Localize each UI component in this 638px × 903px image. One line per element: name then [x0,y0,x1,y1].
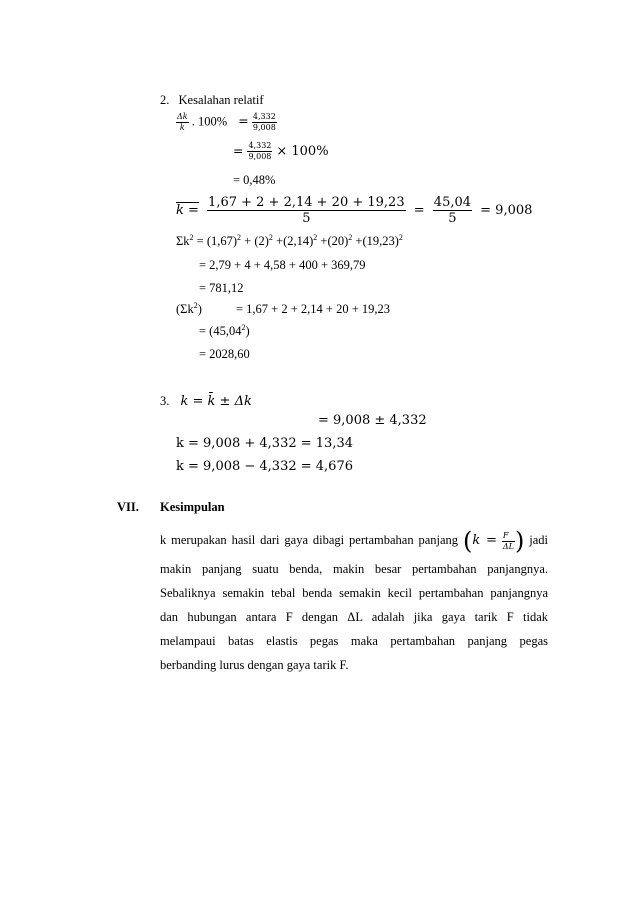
label-part: ) [197,302,202,316]
value-fraction [247,142,272,161]
term: +(2,14) [276,234,314,248]
term: +(19,23) [355,234,399,248]
k-range-line: = 9,008 ± 4,332 [318,413,427,428]
relative-error-result: = 0,48% [233,173,276,187]
label-part: (Σk [176,302,194,316]
conclusion-text: k merupakan hasil dari gaya dibagi pertambahan panjang [160,533,459,547]
superscript-2: 2 [313,233,318,242]
sigma-k-all-squared-expr: = 1,67 + 2 + 2,14 + 20 + 19,23 [236,302,390,316]
superscript-2: 2 [237,233,242,242]
section-3-number: 3. [160,394,170,408]
percent-multiplier: . 100% [191,114,228,129]
conclusion-line-3: Sebaliknya semakin tebal benda semakin kecil pertambahan panjangnya [160,586,548,600]
conclusion-text: jadi [529,533,549,547]
fraction-denominator: 9,008 [252,123,276,132]
k-equals-f-over-dl-formula: (k = $\frac{F}{\Delta L}$ ) [462,527,525,556]
fraction-numerator: Δk [177,112,188,121]
fraction-numerator: F [502,532,515,542]
delta-k-over-k-fraction [176,113,189,132]
section-2-number: 2. [160,93,170,107]
section-2-title: Kesalahan relatif [178,93,264,107]
equals-sign: = [238,113,249,129]
times-100-percent: × 100% [276,144,329,159]
superscript-2: 2 [189,233,194,242]
fraction-denominator: ΔL [502,541,514,551]
k-bar-lhs: k = [176,203,199,218]
sigma-k-squared-line-3: = 781,12 [199,281,244,295]
total-fraction [433,196,472,225]
k-bar-result: = 9,008 [480,203,533,218]
fraction-numerator: 4,332 [248,141,272,150]
conclusion-line-5: melampaui batas elastis pegas maka pertambahan panjang pegas [160,634,548,648]
section-3-heading [160,394,252,409]
sigma-k-label: Σk [176,234,190,248]
superscript-2: 2 [268,233,273,242]
value-fraction [252,113,277,132]
sigma-k-all-squared-label [176,302,202,317]
f-over-dl-fraction [502,532,515,551]
conclusion-line-4: dan hubungan antara F dengan ΔL adalah jika gaya tarik F tidak [160,610,548,624]
fraction-denominator: 5 [448,211,457,226]
fraction-numerator: 45,04 [433,195,472,210]
sigma-k-all-squared-line-2 [199,324,250,339]
fraction-denominator: 9,008 [248,152,272,161]
conclusion-line-2: makin panjang suatu benda, makin besar pertambahan panjangnya. [160,562,548,576]
relative-error-line-2 [233,142,329,161]
section-7-title: Kesimpulan [160,500,225,514]
formula-lhs: k = [472,533,497,548]
fraction-denominator: 5 [302,211,311,226]
label-part: ) [245,324,250,338]
sigma-k-squared-line-1 [176,234,403,249]
relative-error-line-1 [176,113,277,132]
conclusion-line-6: berbanding lurus dengan gaya tarik F. [160,658,349,672]
superscript-2: 2 [398,233,403,242]
superscript-2: 2 [348,233,353,242]
k-bar-equation [176,196,532,225]
conclusion-line-1 [160,524,548,556]
k-upper-line: k = 9,008 + 4,332 = 13,34 [176,436,353,451]
section-7-number: VII. [117,500,139,514]
fraction-numerator: 1,67 + 2 + 2,14 + 20 + 19,23 [208,195,405,210]
term: = (1,67) [196,234,238,248]
sum-fraction [207,196,406,225]
equals-sign: = [233,143,244,158]
fraction-denominator: k [179,123,185,132]
equals-sign: = [413,203,425,218]
superscript-2: 2 [241,323,246,332]
label-part: = (45,04 [199,324,242,338]
k-lower-line: k = 9,008 − 4,332 = 4,676 [176,459,353,474]
fraction-numerator: 4,332 [252,112,276,121]
sigma-k-squared-line-2: = 2,79 + 4 + 4,58 + 400 + 369,79 [199,258,366,272]
k-formula: k = k̄ ± Δk [180,394,252,409]
sigma-k-all-squared-line-3: = 2028,60 [199,347,250,361]
superscript-2: 2 [193,301,198,310]
section-2-heading [160,93,264,108]
term: +(20) [320,234,349,248]
term: + (2) [244,234,269,248]
